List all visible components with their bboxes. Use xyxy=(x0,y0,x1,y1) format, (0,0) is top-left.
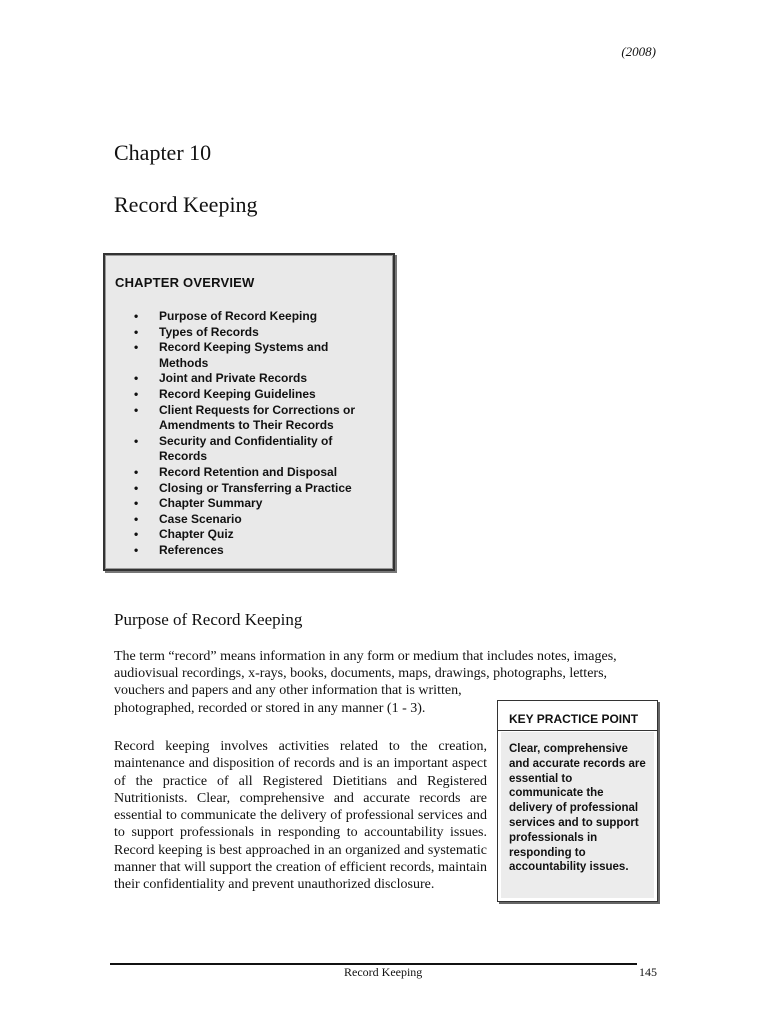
overview-item: • Chapter Quiz xyxy=(134,527,234,542)
bullet-icon: • xyxy=(134,496,139,511)
overview-item: • Client Requests for Corrections or Amendments to Their Records xyxy=(134,402,356,433)
overview-item: • Types of Records xyxy=(134,324,259,339)
footer-title: Record Keeping xyxy=(344,965,423,979)
chapter-title: Record Keeping xyxy=(114,192,258,217)
document-year: (2008) xyxy=(621,44,656,59)
bullet-icon: • xyxy=(134,480,139,495)
chapter-number: Chapter 10 xyxy=(114,140,212,165)
paragraph-line: audiovisual recordings, x-rays, books, documents, maps, drawings, photographs, letters, xyxy=(114,666,608,682)
overview-item: • Case Scenario xyxy=(134,511,242,526)
bullet-icon: • xyxy=(134,464,139,479)
paragraph-line: photographed, recorded or stored in any manner (1 - 3). xyxy=(114,700,426,716)
bullet-icon: • xyxy=(134,309,139,323)
chapter-overview-box xyxy=(103,253,395,571)
bullet-icon: • xyxy=(134,386,139,401)
key-practice-point-box xyxy=(497,700,658,902)
overview-item: • Joint and Private Records xyxy=(134,371,308,386)
overview-item: • Security and Confidentiality of Records xyxy=(134,433,333,464)
bullet-icon: • xyxy=(134,371,139,386)
overview-item: • Closing or Transferring a Practice xyxy=(134,480,352,495)
overview-item: • Record Keeping Systems and Methods xyxy=(134,340,329,370)
paragraph-line: The term “record” means information in any form or medium that includes notes, images, xyxy=(114,649,617,664)
bullet-icon: • xyxy=(134,433,139,448)
overview-heading: CHAPTER OVERVIEW xyxy=(115,275,255,290)
key-practice-point-text: Clear, comprehensive and accurate records are essential to communicate the delivery of professional services and to support professionals in responding to accountability issues. xyxy=(509,743,646,874)
bullet-icon: • xyxy=(134,527,139,542)
bullet-icon: • xyxy=(134,511,139,526)
overview-item: • References xyxy=(134,542,224,557)
bullet-icon: • xyxy=(134,324,139,339)
bullet-icon: • xyxy=(134,402,139,417)
overview-item: • Purpose of Record Keeping xyxy=(134,309,318,323)
paragraph-record-keeping: Record keeping involves activities related to the creation, maintenance and disposition of records and is an important aspect of the practice of all Registered Dietitians and Registered Nutritionists. Clear, comprehensive and accurate records are essential to communicate the delivery of professional services and to support professionals in responding to accountability issues. Record keeping is best approached in an organized and systematic manner that will support the creation of efficient records, maintain their confidentiality and prevent unauthorized disclosure. xyxy=(114,739,487,893)
key-practice-point-heading: KEY PRACTICE POINT xyxy=(509,712,639,726)
page-number: 145 xyxy=(639,965,657,979)
overview-list xyxy=(105,309,359,559)
divider xyxy=(498,730,657,731)
overview-item: • Record Keeping Guidelines xyxy=(134,386,316,401)
bullet-icon: • xyxy=(134,542,139,557)
bullet-icon: • xyxy=(134,340,139,355)
overview-item: • Chapter Summary xyxy=(134,496,263,511)
paragraph-line: vouchers and papers and any other information that is written, xyxy=(114,683,462,699)
overview-item: • Record Retention and Disposal xyxy=(134,464,338,479)
section-heading: Purpose of Record Keeping xyxy=(114,610,303,629)
